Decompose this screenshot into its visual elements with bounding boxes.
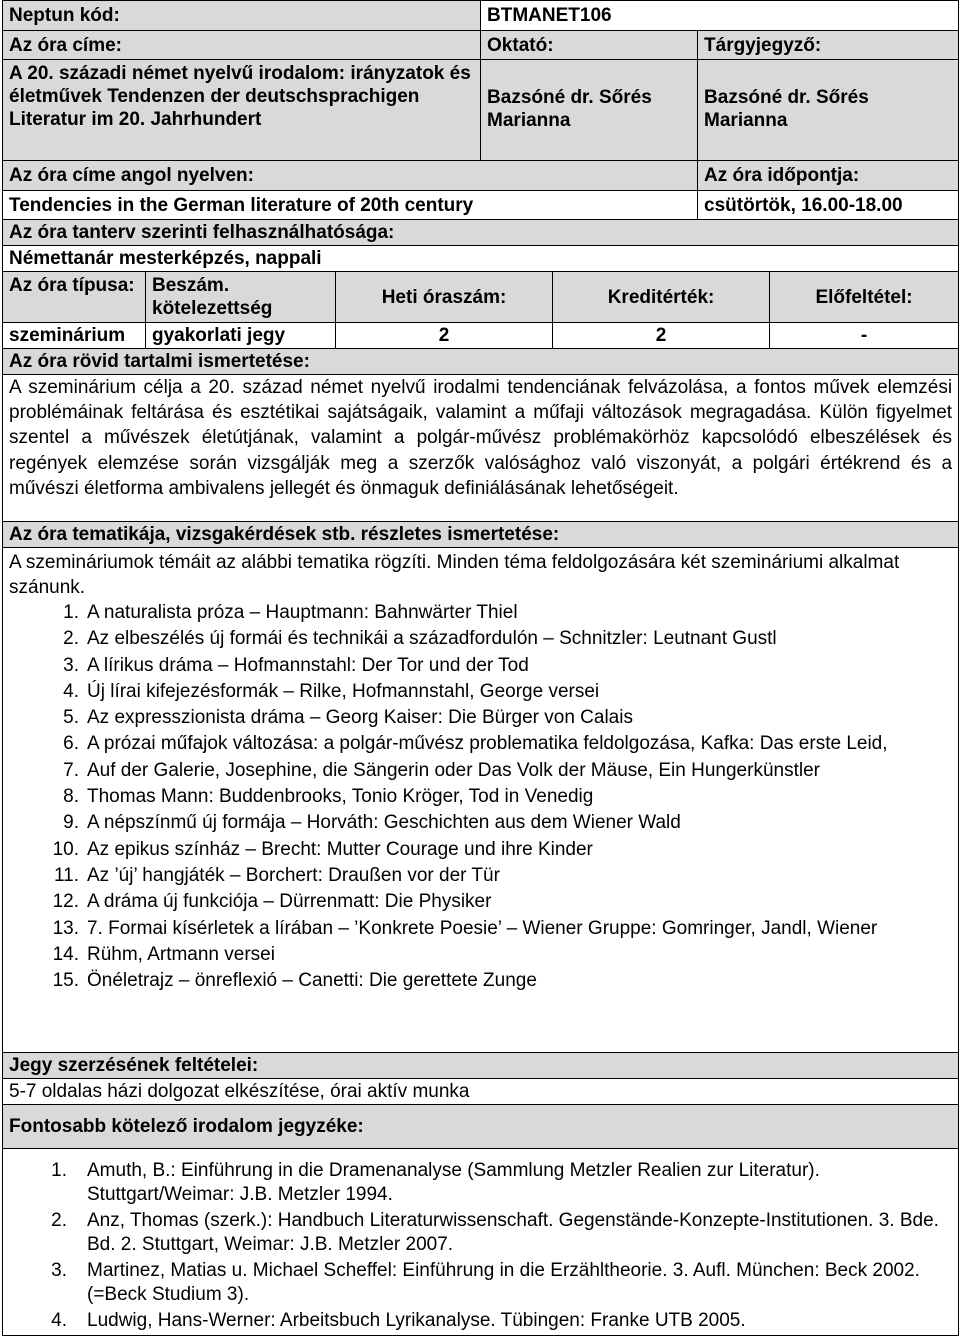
course-recorder-label: Tárgyjegyző: (698, 31, 959, 60)
list-item (9, 600, 952, 626)
list-item-number: 13. (52, 917, 79, 939)
list-item (9, 942, 952, 968)
list-item (9, 731, 952, 757)
assessment-label: Beszám. kötelezettség (146, 272, 336, 323)
list-item-text: Ludwig, Hans-Werner: Arbeitsbuch Lyrikanalyse. Tübingen: Franke UTB 2005. (87, 1310, 746, 1331)
list-item-number: 1. (51, 1160, 67, 1181)
list-item (9, 1309, 952, 1333)
curriculum-usability-value: Némettanár mesterképzés, nappali (3, 246, 959, 272)
literature-cell (3, 1149, 959, 1336)
list-item-text: Az expresszionista dráma – Georg Kaiser: Die Bürger von Calais (87, 707, 633, 729)
curriculum-usability-label: Az óra tanterv szerinti felhasználhatósága: (3, 220, 959, 246)
list-item-text: Amuth, B.: Einführung in die Dramenanalyse (Sammlung Metzler Realien zur Literatur). Stuttgart/Weimar: J.B. Metzler 1994. (87, 1160, 820, 1205)
list-item-text: Auf der Galerie, Josephine, die Sängerin oder Das Volk der Mäuse, Ein Hungerkünstler (87, 759, 820, 781)
instructor-label: Oktató: (481, 31, 698, 60)
grading-text: 5-7 oldalas házi dolgozat elkészítése, órai aktív munka (3, 1079, 959, 1105)
list-item (9, 837, 952, 863)
topics-intro: A szemináriumok témáit az alábbi tematika rögzíti. Minden téma feldolgozására két szemináriumi alkalmat szánunk. (9, 552, 900, 598)
weekly-hours-label: Heti óraszám: (336, 272, 553, 323)
course-time-label: Az óra időpontja: (698, 161, 959, 191)
list-item-number: 14. (52, 943, 79, 965)
list-item-text: Új lírai kifejezésformák – Rilke, Hofmannstahl, George versei (87, 680, 600, 702)
list-item-text: Anz, Thomas (szerk.): Handbuch Literaturwissenschaft. Gegenstände-Konzepte-Institutionen. 3. Bde. Bd. 2. Stuttgart, Weimar: J.B. Metzler 2007. (87, 1210, 939, 1255)
list-item-text: Az epikus színház – Brecht: Mutter Courage und ihre Kinder (87, 838, 593, 860)
list-item (9, 679, 952, 705)
course-datasheet (2, 0, 959, 1336)
list-item-text: A naturalista próza – Hauptmann: Bahnwärter Thiel (87, 602, 518, 623)
list-item-number: 2. (51, 1210, 67, 1231)
list-item-text: Önéletrajz – önreflexió – Canetti: Die gerettete Zunge (87, 970, 537, 992)
list-item (9, 1259, 952, 1307)
neptun-code-label: Neptun kód: (3, 1, 481, 31)
list-item (9, 863, 952, 889)
course-recorder-value: Bazsóné dr. Sőrés Marianna (698, 60, 959, 161)
list-item-text: A lírikus dráma – Hofmannstahl: Der Tor und der Tod (87, 654, 529, 676)
list-item-number: 1. (63, 602, 79, 623)
list-item (9, 810, 952, 836)
topics-cell (3, 548, 959, 1053)
list-item (9, 784, 952, 810)
list-item-number: 3. (51, 1260, 67, 1281)
credit-value: 2 (553, 323, 770, 349)
list-item-text: Thomas Mann: Buddenbrooks, Tonio Kröger, Tod in Venedig (87, 786, 594, 808)
list-item-number: 12. (52, 891, 79, 913)
list-item-number: 2. (63, 628, 79, 650)
list-item-text: Rühm, Artmann versei (87, 943, 275, 965)
credit-label: Kreditérték: (553, 272, 770, 323)
literature-heading: Fontosabb kötelező irodalom jegyzéke: (3, 1105, 959, 1149)
list-item-number: 5. (63, 707, 79, 729)
list-item-text: 7. Formai kísérletek a lírában – ’Konkrete Poesie’ – Wiener Gruppe: Gomringer, Jandl, Wiener (87, 917, 878, 939)
list-item (9, 916, 952, 942)
list-item-text: Az ’új’ hangjáték – Borchert: Draußen vor der Tür (87, 864, 500, 886)
course-type-label: Az óra típusa: (3, 272, 146, 323)
assessment-value: gyakorlati jegy (146, 323, 336, 349)
list-item-text: A dráma új funkciója – Dürrenmatt: Die Physiker (87, 891, 492, 913)
list-item-text: A népszínmű új formája – Horváth: Geschichten aus dem Wiener Wald (87, 812, 681, 834)
summary-heading: Az óra rövid tartalmi ismertetése: (3, 349, 959, 375)
prerequisite-value: - (770, 323, 959, 349)
english-title-value: Tendencies in the German literature of 20th century (3, 191, 698, 220)
list-item (9, 626, 952, 652)
summary-text: A szeminárium célja a 20. század német nyelvű irodalmi tendenciának felvázolása, a fontos művek elemzési problémáinak feltárása és esztétikai sajátságaik, valamint a műfaji változások megragadása. Külön figyelmet szentel a művészek életútjának, valamint a polgár-művész problémakörhöz kapcsolódó elbeszélések és regények elemzése során vizsgálják meg a szerzők valósághoz való viszonyát, a polgári értékrend és a művészi életforma ambivalens jellegét és önmaguk definiálásának lehetőségeit. (3, 375, 959, 522)
english-title-label: Az óra címe angol nyelven: (3, 161, 698, 191)
course-title-label: Az óra címe: (3, 31, 481, 60)
list-item-text: Az elbeszélés új formái és technikái a századfordulón – Schnitzler: Leutnant Gustl (87, 628, 777, 650)
literature-list (9, 1159, 952, 1333)
list-item-number: 10. (52, 838, 79, 860)
course-type-value: szeminárium (3, 323, 146, 349)
list-item-number: 4. (51, 1310, 67, 1331)
list-item-number: 3. (63, 654, 79, 676)
topics-list (9, 600, 952, 994)
list-item (9, 758, 952, 784)
list-item (9, 705, 952, 731)
list-item (9, 1209, 952, 1257)
list-item-number: 15. (52, 970, 79, 992)
grading-heading: Jegy szerzésének feltételei: (3, 1053, 959, 1079)
list-item-number: 6. (63, 733, 79, 755)
neptun-code-value: BTMANET106 (481, 1, 959, 31)
list-item (9, 1159, 952, 1207)
topics-heading: Az óra tematikája, vizsgakérdések stb. részletes ismertetése: (3, 522, 959, 548)
weekly-hours-value: 2 (336, 323, 553, 349)
prerequisite-label: Előfeltétel: (770, 272, 959, 323)
instructor-value: Bazsóné dr. Sőrés Marianna (481, 60, 698, 161)
list-item-number: 4. (63, 680, 79, 702)
course-title-value: A 20. századi német nyelvű irodalom: irányzatok és életművek Tendenzen der deutschsprachigen Literatur im 20. Jahrhundert (3, 60, 481, 161)
list-item (9, 968, 952, 994)
list-item-number: 7. (63, 759, 79, 781)
list-item-text: Martinez, Matias u. Michael Scheffel: Einführung in die Erzähltheorie. 3. Aufl. München: Beck 2002. (=Beck Studium 3). (87, 1260, 920, 1305)
course-time-value: csütörtök, 16.00-18.00 (698, 191, 959, 220)
list-item-text: A prózai műfajok változása: a polgár-művész problematika feldolgozása, Kafka: Das erste Leid, (87, 733, 888, 755)
list-item-number: 11. (53, 864, 79, 886)
list-item-number: 9. (63, 812, 79, 834)
list-item (9, 653, 952, 679)
list-item (9, 889, 952, 915)
list-item-number: 8. (63, 786, 79, 808)
